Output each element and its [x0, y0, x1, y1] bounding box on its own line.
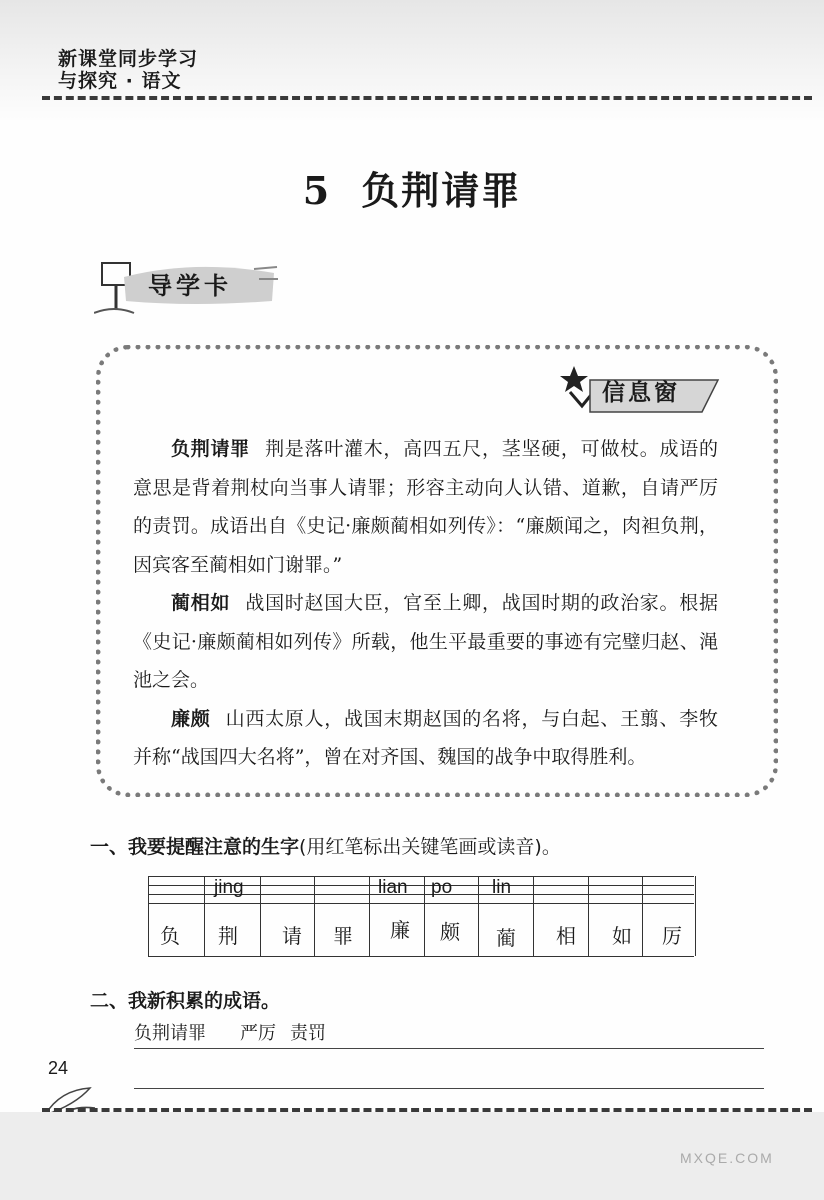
grid-line [148, 956, 694, 957]
grid-divider [424, 876, 425, 956]
grid-divider [588, 876, 589, 956]
idiom-item: 严厉 [240, 1023, 276, 1044]
lesson-name: 负荆请罪 [361, 169, 522, 213]
info-entry-text: 荆是落叶灌木，高四五尺，茎坚硬，可做杖。成语的意思是背着荆杖向当事人请罪；形容主动向人认错、道歉，自请严厉的责罚。成语出自《史记·廉颇蔺相如列传》：“廉颇闻之，肉袒负荆，因宾客至蔺相如门谢罪。” [133, 438, 718, 576]
info-entry [133, 584, 718, 700]
writing-line [134, 1088, 764, 1089]
info-window-title: 信息窗 [602, 379, 680, 406]
info-entry-text: 山西太原人，战国末期赵国的名将，与白起、王翦、李牧并称“战国四大名将”，曾在对齐国、魏国的战争中取得胜利。 [133, 707, 718, 768]
header-divider [42, 96, 812, 100]
section1-note: (用红笔标出关键笔画或读音)。 [299, 836, 561, 858]
grid-divider [642, 876, 643, 956]
page-number: 24 [48, 1058, 69, 1078]
grid-character: 罪 [333, 924, 353, 948]
lesson-title [0, 160, 824, 215]
book-title-line1: 新课堂同步学习 [58, 48, 199, 70]
grid-divider [314, 876, 315, 956]
pinyin-annotation: lian [378, 877, 408, 898]
grid-divider [533, 876, 534, 956]
grid-character: 负 [160, 924, 180, 948]
info-entry-term: 负荆请罪 [171, 438, 250, 460]
info-entry [133, 700, 718, 777]
grid-divider [478, 876, 479, 956]
pinyin-annotation: po [431, 877, 453, 898]
idiom-item: 负荆请罪 [134, 1023, 206, 1044]
grid-divider [260, 876, 261, 956]
info-entry-term: 蔺相如 [171, 592, 231, 614]
grid-line [148, 903, 694, 904]
info-entry [133, 430, 718, 584]
grid-character: 如 [612, 924, 632, 948]
pinyin-annotation: lin [492, 877, 512, 898]
idiom-item: 责罚 [290, 1023, 326, 1044]
pinyin-annotation: jing [214, 877, 244, 898]
section1-heading: 一、我要提醒注意的生字 [90, 836, 300, 858]
watermark-logo: MXQE.COM [680, 1150, 774, 1166]
grid-character: 廉 [390, 918, 410, 942]
grid-character: 荆 [218, 924, 238, 948]
info-entry-text: 战国时赵国大臣，官至上卿，战国时期的政治家。根据《史记·廉颇蔺相如列传》所载，他生平最重要的事迹有完璧归赵、渑池之会。 [133, 592, 718, 691]
grid-character: 蔺 [496, 926, 516, 950]
section1-question [90, 832, 561, 859]
info-entry-term: 廉颇 [171, 707, 211, 730]
section2-heading: 二、我新积累的成语。 [90, 990, 281, 1012]
grid-character: 请 [282, 924, 302, 948]
book-title-line2: 与探究 · 语文 [58, 70, 182, 92]
lesson-number: 5 [302, 168, 332, 213]
writing-line [134, 1048, 764, 1049]
grid-character: 相 [556, 924, 576, 948]
guide-card-label: 导学卡 [148, 272, 232, 300]
idiom-list [134, 1019, 350, 1045]
grid-divider [204, 876, 205, 956]
grid-character: 颇 [440, 920, 460, 944]
grid-divider [369, 876, 370, 956]
info-window-content [133, 430, 718, 777]
grid-character: 厉 [662, 924, 682, 948]
